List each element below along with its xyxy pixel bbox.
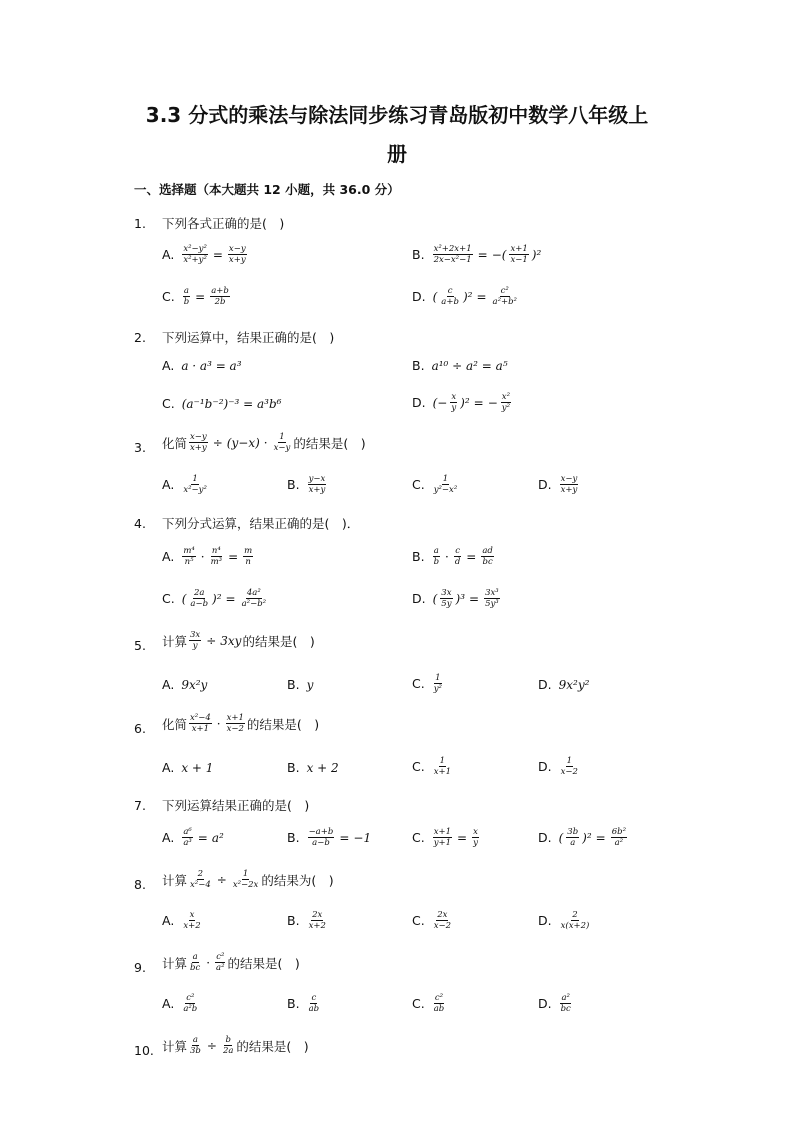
option-d[interactable]: D. $\frac{2}{x(x+2)}$ (538, 910, 590, 931)
formula: $\frac{3x}{y}$ ÷ 3xy (190, 630, 242, 651)
question-number: 5. (134, 638, 146, 653)
page-title-cont: 册 (387, 142, 407, 166)
question-stem: 计算 $\frac{3x}{y}$ ÷ 3xy 的结果是( ) (162, 630, 315, 651)
formula: ( $\frac{3x}{5y}$ )³ = $\frac{\text{3x³}}{\text{5y³}}$ (432, 588, 499, 609)
option-a[interactable]: A. $\frac{\text{x²−y²}}{\text{x²+y²}}$ = $\frac{x-y}{x+y}$ (162, 244, 246, 265)
question-number: 2. (134, 330, 146, 345)
option-d[interactable]: D. $\frac{\text{a²}}{bc}$ (538, 993, 571, 1014)
formula: $\frac{\text{c²}}{\text{a²b}}$ (183, 993, 198, 1014)
option-d[interactable]: D. (− $\frac{x}{y}$ )² = − $\frac{\text{x²}}{\text{y²}}$ (412, 392, 511, 413)
formula: a · a³ = a³ (181, 358, 242, 373)
option-a[interactable]: A. $\frac{1}{\text{x²−y²}}$ (162, 474, 207, 495)
option-d[interactable]: D. $\frac{1}{x-2}$ (538, 756, 578, 777)
option-b[interactable]: B. $\frac{\text{x²+2x+1}}{\text{2x−x²−1}}$ = −( $\frac{x+1}{x-1}$ )² (412, 244, 542, 265)
option-a[interactable]: A. $\frac{x}{x+2}$ (162, 910, 201, 931)
question-number: 6. (134, 721, 146, 736)
option-b[interactable]: B. x + 2 (287, 760, 339, 775)
option-d[interactable]: D. 9x²y² (538, 677, 590, 692)
question-number: 9. (134, 960, 146, 975)
formula: x + 2 (306, 760, 339, 775)
formula: $\frac{1}{\text{y²−x²}}$ (433, 474, 458, 495)
formula: $\frac{a}{bc}$ · $\frac{\text{c²}}{\text{a²}}$ (190, 952, 225, 973)
option-d[interactable]: D. ( $\frac{c}{a+b}$ )² = $\frac{\text{c²}}{\text{a²+b²}}$ (412, 286, 517, 307)
option-d[interactable]: D. $\frac{x-y}{x+y}$ (538, 474, 578, 495)
question-stem: 计算 $\frac{a}{bc}$ · $\frac{\text{c²}}{\text{a²}}$ 的结果是( ) (162, 952, 300, 973)
formula: $\frac{x+1}{y+1}$ = $\frac{x}{y}$ (433, 827, 478, 848)
formula: $\frac{a}{b}$ = $\frac{a+b}{2b}$ (183, 286, 229, 307)
question-stem: 下列各式正确的是( ) (162, 216, 285, 231)
formula: $\frac{2x}{x+2}$ (308, 910, 326, 931)
option-b[interactable]: B. y (287, 677, 314, 692)
formula: $\frac{\text{x²+2x+1}}{\text{2x−x²−1}}$ = −( $\frac{x+1}{x-1}$ )² (433, 244, 542, 265)
formula: $\frac{2x}{x-2}$ (433, 910, 452, 931)
question-stem: 化简 $\frac{\text{x²−4}}{x+1}$ · $\frac{x+1}{x-2}$ 的结果是( ) (162, 713, 320, 734)
formula: $\frac{c}{ab}$ (308, 993, 320, 1014)
option-c[interactable]: C. $\frac{1}{\text{y²}}$ (412, 673, 442, 694)
question-number: 3. (134, 440, 146, 455)
option-c[interactable]: C. $\frac{a}{b}$ = $\frac{a+b}{2b}$ (162, 286, 229, 307)
option-c[interactable]: C. $\frac{1}{x+1}$ (412, 756, 452, 777)
option-b[interactable]: B. $\frac{y-x}{x+y}$ (287, 474, 326, 495)
formula: $\frac{\text{a⁶}}{\text{a³}}$ = a² (183, 827, 224, 848)
option-a[interactable]: A. $\frac{\text{c²}}{\text{a²b}}$ (162, 993, 198, 1014)
option-a[interactable]: A. x + 1 (162, 760, 214, 775)
formula: $\frac{x-y}{x+y}$ (560, 474, 578, 495)
formula: $\frac{\text{x²−y²}}{\text{x²+y²}}$ = $\frac{x-y}{x+y}$ (183, 244, 246, 265)
formula: ( $\frac{3b}{a}$ )² = $\frac{\text{6b²}}{\text{a²}}$ (558, 827, 626, 848)
question-stem: 下列运算结果正确的是( ) (162, 798, 310, 813)
formula: $\frac{1}{\text{y²}}$ (433, 673, 442, 694)
formula: $\frac{a}{b}$ · $\frac{c}{d}$ = $\frac{ad}{bc}$ (433, 546, 493, 567)
option-b[interactable]: B. $\frac{a}{b}$ · $\frac{c}{d}$ = $\frac{ad}{bc}$ (412, 546, 493, 567)
formula: $\frac{a}{3b}$ ÷ $\frac{b}{2a}$ (190, 1035, 234, 1056)
option-d[interactable]: D. ( $\frac{3x}{5y}$ )³ = $\frac{\text{3x³}}{\text{5y³}}$ (412, 588, 499, 609)
question-number: 1. (134, 216, 146, 231)
formula: a¹⁰ ÷ a² = a⁵ (431, 358, 508, 373)
option-c[interactable]: C. (a⁻¹b⁻²)⁻³ = a³b⁶ (162, 396, 282, 411)
formula: x + 1 (181, 760, 214, 775)
question-stem: 化简 $\frac{x-y}{x+y}$ ÷ (y−x) · $\frac{1}{x-y}$ 的结果是( ) (162, 432, 366, 453)
formula: $\frac{\text{x²−4}}{x+1}$ · $\frac{x+1}{x-2}$ (190, 713, 244, 734)
question-number: 10. (134, 1043, 154, 1058)
formula: (− $\frac{x}{y}$ )² = − $\frac{\text{x²}}{\text{y²}}$ (432, 392, 511, 413)
formula: ( $\frac{c}{a+b}$ )² = $\frac{\text{c²}}{\text{a²+b²}}$ (432, 286, 517, 307)
formula: $\frac{\text{a²}}{bc}$ (560, 993, 571, 1014)
question-number: 4. (134, 516, 146, 531)
option-c[interactable]: C. $\frac{2x}{x-2}$ (412, 910, 452, 931)
question-stem: 下列运算中，结果正确的是( ) (162, 330, 335, 345)
option-b[interactable]: B. $\frac{c}{ab}$ (287, 993, 320, 1014)
formula: 9x²y (181, 677, 208, 692)
option-a[interactable]: A. 9x²y (162, 677, 208, 692)
option-a[interactable]: A. $\frac{\text{m⁴}}{\text{n⁵}}$ · $\frac{\text{n⁴}}{\text{m³}}$ = $\frac{m}{n}$ (162, 546, 253, 567)
formula: y (306, 677, 314, 692)
formula: $\frac{1}{x-2}$ (560, 756, 578, 777)
option-b[interactable]: B. $\frac{-a+b}{a-b}$ = −1 (287, 827, 372, 848)
question-stem: 计算 $\frac{a}{3b}$ ÷ $\frac{b}{2a}$ 的结果是( ) (162, 1035, 309, 1056)
formula: $\frac{1}{\text{x²−y²}}$ (183, 474, 207, 495)
formula: $\frac{y-x}{x+y}$ (308, 474, 326, 495)
formula: $\frac{-a+b}{a-b}$ = −1 (308, 827, 372, 848)
formula: $\frac{1}{x+1}$ (433, 756, 452, 777)
option-c[interactable]: C. $\frac{1}{\text{y²−x²}}$ (412, 474, 458, 495)
question-number: 7. (134, 798, 146, 813)
option-b[interactable]: B. $\frac{2x}{x+2}$ (287, 910, 326, 931)
page-title: 3.3 分式的乘法与除法同步练习青岛版初中数学八年级上 (145, 103, 649, 127)
formula: 9x²y² (558, 677, 590, 692)
option-c[interactable]: C. ( $\frac{2a}{a-b}$ )² = $\frac{\text{4a²}}{\text{a²−b²}}$ (162, 588, 267, 609)
option-b[interactable]: B. a¹⁰ ÷ a² = a⁵ (412, 358, 508, 373)
question-stem: 下列分式运算，结果正确的是( )． (162, 516, 360, 531)
option-c[interactable]: C. $\frac{\text{c²}}{ab}$ (412, 993, 445, 1014)
formula: $\frac{2}{\text{x²−4}}$ ÷ $\frac{1}{\text{x²−2x}}$ (190, 869, 259, 890)
formula: (a⁻¹b⁻²)⁻³ = a³b⁶ (181, 396, 282, 411)
formula: ( $\frac{2a}{a-b}$ )² = $\frac{\text{4a²}}{\text{a²−b²}}$ (181, 588, 267, 609)
question-number: 8. (134, 877, 146, 892)
option-a[interactable]: A. $\frac{\text{a⁶}}{\text{a³}}$ = a² (162, 827, 224, 848)
option-a[interactable]: A. a · a³ = a³ (162, 358, 242, 373)
section-heading: 一、选择题（本大题共 12 小题，共 36.0 分） (134, 182, 400, 197)
formula: $\frac{2}{x(x+2)}$ (560, 910, 590, 931)
formula: $\frac{x}{x+2}$ (183, 910, 201, 931)
formula: $\frac{\text{m⁴}}{\text{n⁵}}$ · $\frac{\text{n⁴}}{\text{m³}}$ = $\frac{m}{n}$ (183, 546, 253, 567)
option-d[interactable]: D. ( $\frac{3b}{a}$ )² = $\frac{\text{6b²}}{\text{a²}}$ (538, 827, 626, 848)
formula: $\frac{x-y}{x+y}$ ÷ (y−x) · $\frac{1}{x-y}$ (190, 432, 291, 453)
option-c[interactable]: C. $\frac{x+1}{y+1}$ = $\frac{x}{y}$ (412, 827, 478, 848)
question-stem: 计算 $\frac{2}{\text{x²−4}}$ ÷ $\frac{1}{\text{x²−2x}}$ 的结果为( ) (162, 869, 334, 890)
formula: $\frac{\text{c²}}{ab}$ (433, 993, 445, 1014)
